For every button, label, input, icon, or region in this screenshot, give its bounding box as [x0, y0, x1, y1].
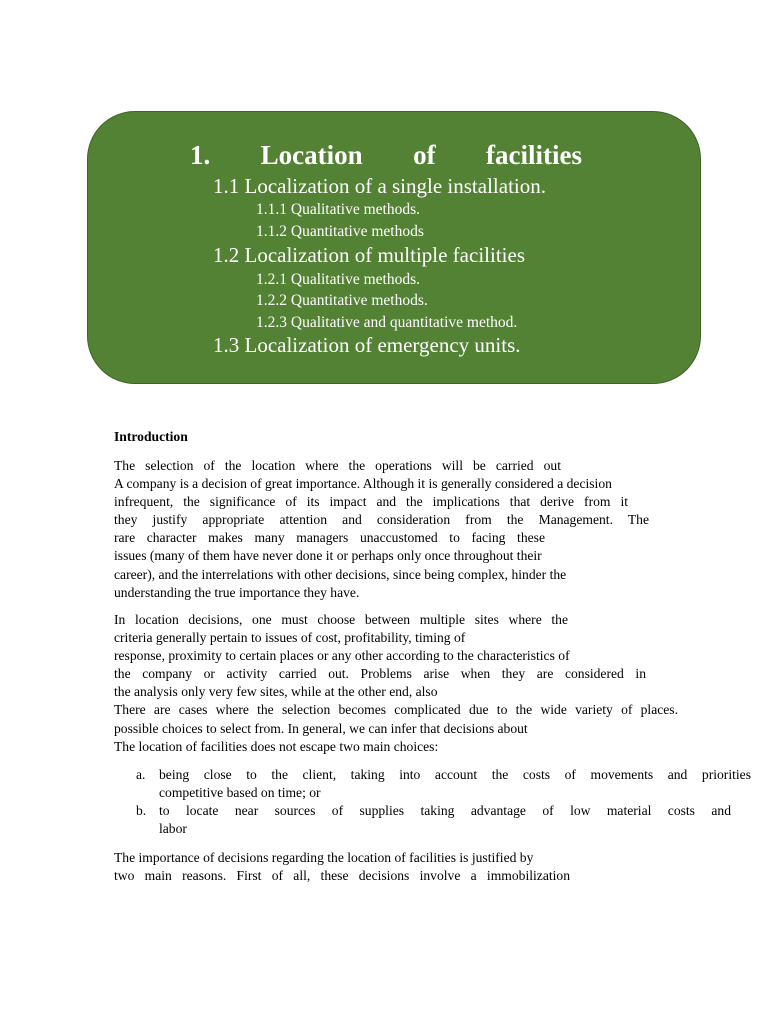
list-marker: a.	[136, 767, 146, 782]
paragraph-line: The location of facilities does not escape two main choices:	[114, 738, 439, 754]
paragraph-line: understanding the true importance they have.	[114, 584, 360, 600]
toc-item-1-2-2: 1.2.2 Quantitative methods.	[256, 292, 428, 309]
toc-title	[190, 140, 582, 171]
paragraph-line: The selection of the location where the operations will be carried out	[114, 458, 561, 473]
paragraph-line: possible choices to select from. In general, we can infer that decisions about	[114, 720, 528, 736]
toc-item-1-1-2: 1.1.2 Quantitative methods	[256, 223, 424, 240]
intro-paragraph-2	[114, 611, 678, 756]
intro-heading: Introduction	[114, 429, 188, 444]
paragraph-line: the analysis only very few sites, while at the other end, also	[114, 684, 438, 700]
paragraph-line: response, proximity to certain places or any other according to the characteristics of	[114, 648, 570, 664]
toc-title-word-3: facilities	[486, 140, 582, 170]
toc-item-1-2: 1.2 Localization of multiple facilities	[213, 243, 525, 267]
paragraph-line: There are cases where the selection becomes complicated due to the wide variety of places.	[114, 702, 678, 718]
toc-title-word-1: Location	[260, 140, 363, 170]
toc-item-1-2-3: 1.2.3 Qualitative and quantitative method.	[256, 314, 518, 331]
intro-paragraph-3	[114, 849, 649, 885]
paragraph-line: rare character makes many managers unaccustomed to facing these	[114, 530, 545, 546]
toc-title-number: 1.	[190, 140, 211, 170]
list-item-line: being close to the client, taking into account the costs of movements and priorities	[159, 767, 751, 782]
paragraph-line: criteria generally pertain to issues of cost, profitability, timing of	[114, 630, 466, 646]
list-item-line: to locate near sources of supplies taking advantage of low material costs and	[159, 803, 731, 818]
paragraph-line: two main reasons. First of all, these decisions involve a immobilization	[114, 868, 570, 884]
toc-title-word-2: of	[413, 140, 436, 170]
paragraph-line: infrequent, the significance of its impact and the implications that derive from it	[114, 494, 628, 510]
paragraph-line: A company is a decision of great importance. Although it is generally considered a decision	[114, 476, 612, 492]
toc-item-1-1-1: 1.1.1 Qualitative methods.	[256, 201, 421, 218]
list-item-line: competitive based on time; or	[159, 785, 321, 800]
paragraph-line: they justify appropriate attention and consideration from the Management. The	[114, 512, 649, 528]
list-item-line: labor	[159, 821, 187, 836]
intro-paragraph-1	[114, 457, 649, 602]
list-marker: b.	[136, 803, 147, 818]
toc-item-1-3: 1.3 Localization of emergency units.	[213, 333, 521, 357]
toc-item-1-1: 1.1 Localization of a single installation.	[213, 174, 546, 198]
toc-item-1-2-1: 1.2.1 Qualitative methods.	[256, 271, 421, 288]
paragraph-line: the company or activity carried out. Problems arise when they are considered in	[114, 666, 646, 682]
paragraph-line: career), and the interrelations with other decisions, since being complex, hinder the	[114, 566, 567, 582]
toc-box	[87, 111, 701, 384]
paragraph-line: In location decisions, one must choose between multiple sites where the	[114, 612, 568, 627]
paragraph-line: The importance of decisions regarding the location of facilities is justified by	[114, 850, 534, 865]
paragraph-line: issues (many of them have never done it or perhaps only once throughout their	[114, 548, 542, 564]
